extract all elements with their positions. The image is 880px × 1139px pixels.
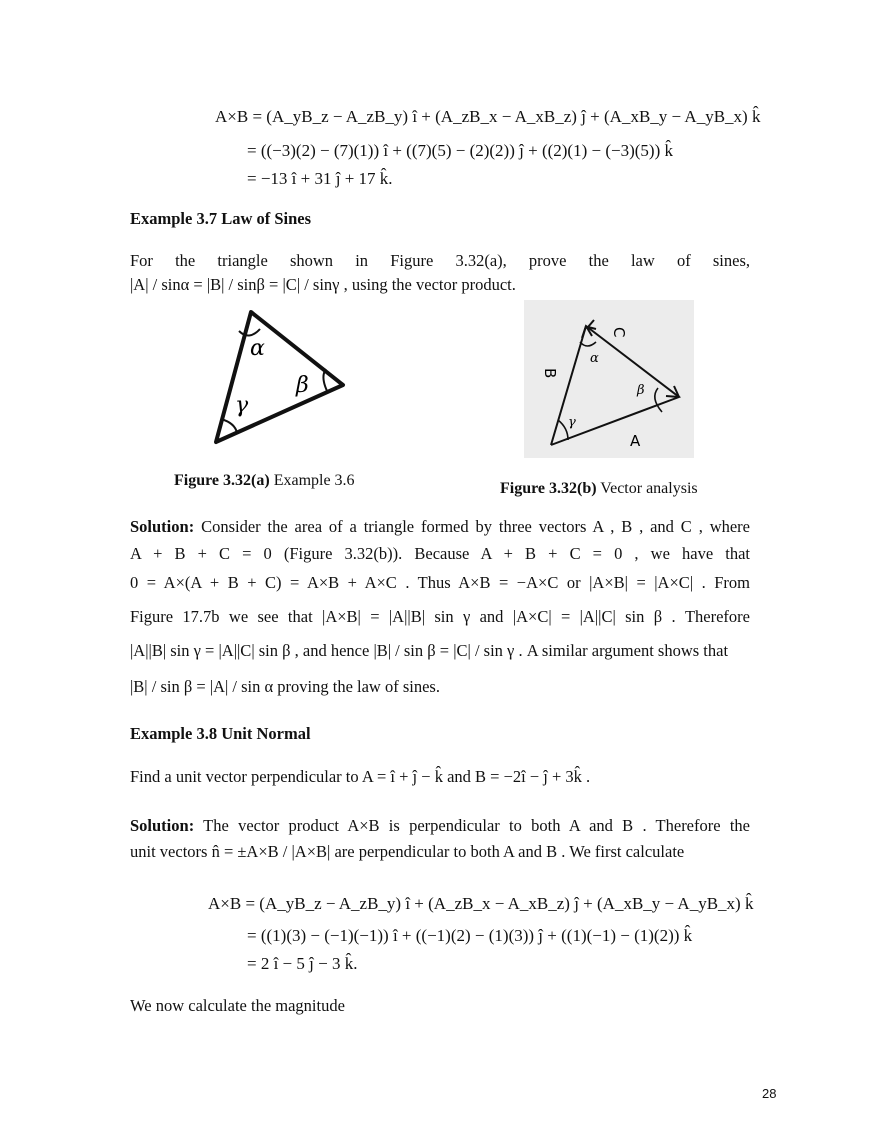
beta-label: β — [637, 383, 645, 398]
figure-3-32a-caption-label: Figure 3.32(a) — [174, 472, 270, 489]
beta-label: β — [296, 373, 309, 398]
solution-3-7-line6: |B| / sin β = |A| / sin α proving the law of sines. — [130, 677, 440, 696]
vector-a-label: A — [630, 432, 641, 450]
alpha-label: α — [250, 336, 265, 361]
solution-label: Solution: — [130, 517, 195, 536]
cross-product-result: = −13 î + 31 ĵ + 17 k̂. — [247, 169, 393, 188]
gamma-label: γ — [235, 393, 249, 418]
cross-product-formula: A×B = (A_yB_z − A_zB_y) î + (A_zB_x − A_xB_z) ĵ + (A_xB_y − A_yB_x) k̂ — [215, 107, 761, 126]
cross-product-substitution: = ((−3)(2) − (7)(1)) î + ((7)(5) − (2)(2)) ĵ + ((2)(1) − (−3)(5)) k̂ — [247, 141, 673, 160]
figure-background — [524, 300, 694, 458]
solution-label: Solution: — [130, 816, 195, 835]
figure-3-32b-caption — [500, 480, 698, 498]
solution-3-8-line2: unit vectors n̂ = ±A×B / |A×B| are perpendicular to both A and B . We first calculate — [130, 842, 685, 861]
example-3-7-problem-line2: |A| / sinα = |B| / sinβ = |C| / sinγ , using the vector product. — [130, 275, 516, 294]
example-3-8-heading: Example 3.8 Unit Normal — [130, 724, 311, 743]
cross-product-substitution-2: = ((1)(3) − (−1)(−1)) î + ((−1)(2) − (1)(3)) ĵ + ((1)(−1) − (1)(2)) k̂ — [247, 926, 693, 945]
figure-3-32b-caption-text: Vector analysis — [596, 480, 698, 497]
figure-3-32b-vector-diagram — [524, 300, 694, 458]
vector-c-label: C — [610, 327, 628, 338]
example-3-8-problem: Find a unit vector perpendicular to A = î + ĵ − k̂ and B = −2î − ĵ + 3k̂ . — [130, 767, 591, 786]
solution-3-7-line4: Figure 17.7b we see that |A×B| = |A||B| sin γ and |A×C| = |A||C| sin β . Therefore — [130, 607, 750, 626]
solution-3-7-line1 — [130, 516, 750, 538]
figure-3-32b-caption-label: Figure 3.32(b) — [500, 480, 597, 497]
closing-sentence: We now calculate the magnitude — [130, 996, 345, 1015]
figure-3-32a-caption — [174, 472, 355, 490]
alpha-arc — [239, 329, 260, 336]
solution-text: Consider the area of a triangle formed by three vectors A , B , and C , where — [194, 517, 750, 536]
solution-3-7-line5: |A||B| sin γ = |A||C| sin β , and hence |B| / sin β = |C| / sin γ . A similar argument shows that — [130, 641, 729, 660]
cross-product-formula-2: A×B = (A_yB_z − A_zB_y) î + (A_zB_x − A_xB_z) ĵ + (A_xB_y − A_yB_x) k̂ — [208, 894, 754, 913]
solution-3-7-line3: 0 = A×(A + B + C) = A×B + A×C . Thus A×B = −A×C or |A×B| = |A×C| . From — [130, 573, 750, 592]
example-3-7-problem-line1: For the triangle shown in Figure 3.32(a), prove the law of sines, — [130, 251, 750, 270]
solution-3-8-line1 — [130, 815, 750, 837]
figure-3-32a-triangle — [205, 305, 355, 450]
gamma-label: γ — [568, 415, 576, 430]
vector-b-label: B — [541, 368, 559, 379]
example-3-7-heading: Example 3.7 Law of Sines — [130, 209, 312, 228]
cross-product-result-2: = 2 î − 5 ĵ − 3 k̂. — [247, 954, 358, 973]
solution-text: The vector product A×B is perpendicular to both A and B . Therefore the — [194, 816, 750, 835]
solution-3-7-line2: A + B + C = 0 (Figure 3.32(b)). Because A + B + C = 0 , we have that — [130, 544, 750, 563]
figure-3-32a-caption-text: Example 3.6 — [269, 472, 355, 489]
page-number: 28 — [762, 1086, 777, 1101]
alpha-label: α — [590, 351, 599, 366]
